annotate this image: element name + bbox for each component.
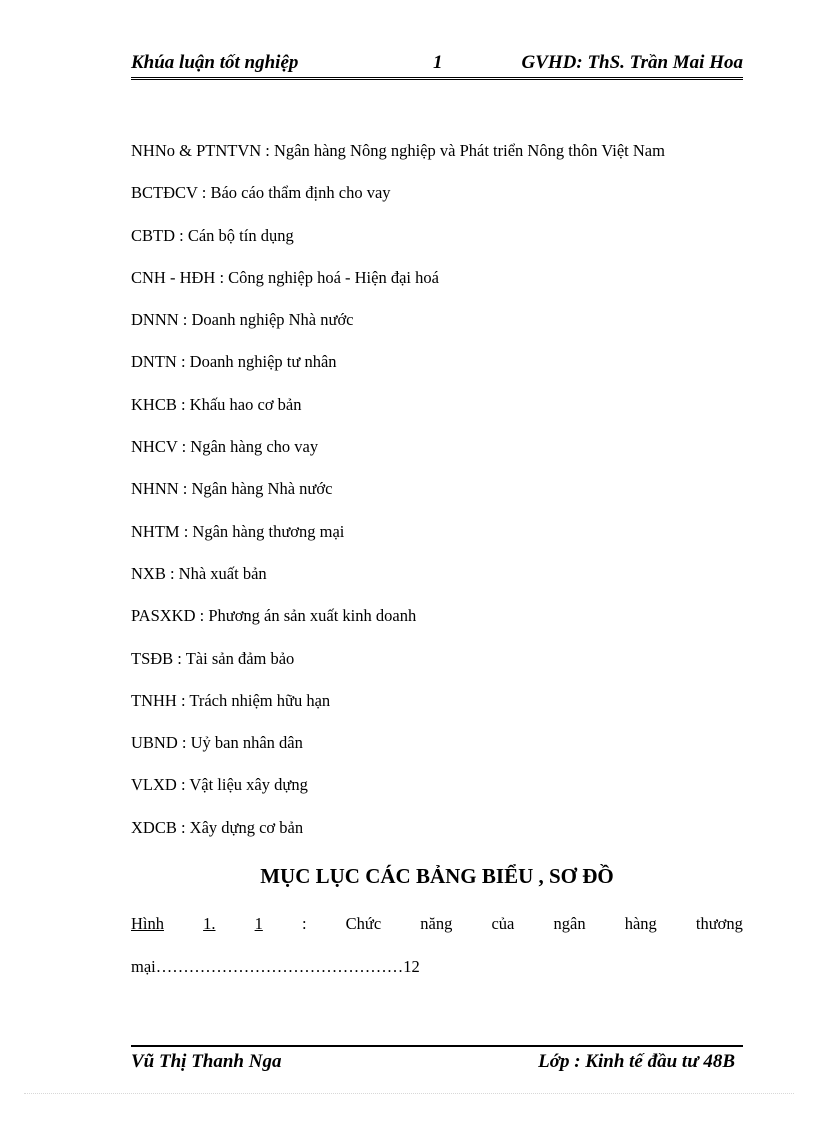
- abbreviation-item: NXB : Nhà xuất bản: [131, 563, 267, 583]
- figure-label-sub: 1: [254, 914, 263, 933]
- figure-word: thương: [695, 914, 743, 933]
- header-page-number: 1: [433, 52, 443, 73]
- abbreviation-item: BCTĐCV : Báo cáo thẩm định cho vay: [131, 183, 391, 203]
- abbreviation-item: XDCB : Xây dựng cơ bản: [131, 817, 304, 837]
- abbreviation-list: [131, 141, 743, 860]
- figure-index-title: MỤC LỤC CÁC BẢNG BIỂU , SƠ ĐỒ: [260, 864, 614, 888]
- header-supervisor: GVHD: ThS. Trần Mai Hoa: [521, 52, 743, 73]
- header-double-rule: [131, 77, 743, 80]
- footer-rule: [131, 1045, 743, 1047]
- figure-word: năng: [420, 914, 453, 933]
- figure-word: hàng: [624, 914, 657, 933]
- figure-entry-continuation: mại………………………………………12: [131, 957, 420, 976]
- page-header: [131, 52, 743, 78]
- abbreviation-item: KHCB : Khấu hao cơ bản: [131, 394, 302, 414]
- figure-label-word: Hình: [131, 914, 164, 933]
- figure-label-number: 1.: [203, 914, 216, 933]
- abbreviation-item: NHNo & PTNTVN : Ngân hàng Nông nghiệp và Phát triển Nông thôn Việt Nam: [131, 141, 665, 160]
- abbreviation-item: PASXKD : Phương án sản xuất kinh doanh: [131, 606, 417, 626]
- abbreviation-item: TNHH : Trách nhiệm hữu hạn: [131, 690, 331, 710]
- page-footer: [131, 1051, 735, 1075]
- figure-colon: :: [301, 914, 307, 933]
- abbreviation-item: DNTN : Doanh nghiệp tư nhân: [131, 352, 337, 372]
- footer-class: Lớp : Kinh tế đầu tư 48B: [538, 1051, 735, 1072]
- figure-entry-line[interactable]: [131, 914, 743, 934]
- abbreviation-item: CBTD : Cán bộ tín dụng: [131, 225, 294, 245]
- abbreviation-item: TSĐB : Tài sản đảm bảo: [131, 648, 295, 668]
- header-thesis-title: Khúa luận tốt nghiệp: [131, 52, 299, 73]
- abbreviation-item: UBND : Uỷ ban nhân dân: [131, 733, 303, 753]
- abbreviation-item: DNNN : Doanh nghiệp Nhà nước: [131, 310, 354, 330]
- figure-word: ngân: [553, 914, 586, 933]
- abbreviation-item: NHCV : Ngân hàng cho vay: [131, 437, 319, 457]
- figure-word: Chức: [345, 914, 382, 933]
- abbreviation-item: NHNN : Ngân hàng Nhà nước: [131, 479, 333, 499]
- footer-author: Vũ Thị Thanh Nga: [131, 1051, 282, 1072]
- page-boundary: [24, 1093, 794, 1094]
- abbreviation-item: CNH - HĐH : Công nghiệp hoá - Hiện đại hoá: [131, 267, 439, 287]
- abbreviation-item: NHTM : Ngân hàng thương mại: [131, 521, 345, 541]
- figure-word: của: [491, 914, 515, 933]
- abbreviation-item: VLXD : Vật liệu xây dựng: [131, 775, 308, 795]
